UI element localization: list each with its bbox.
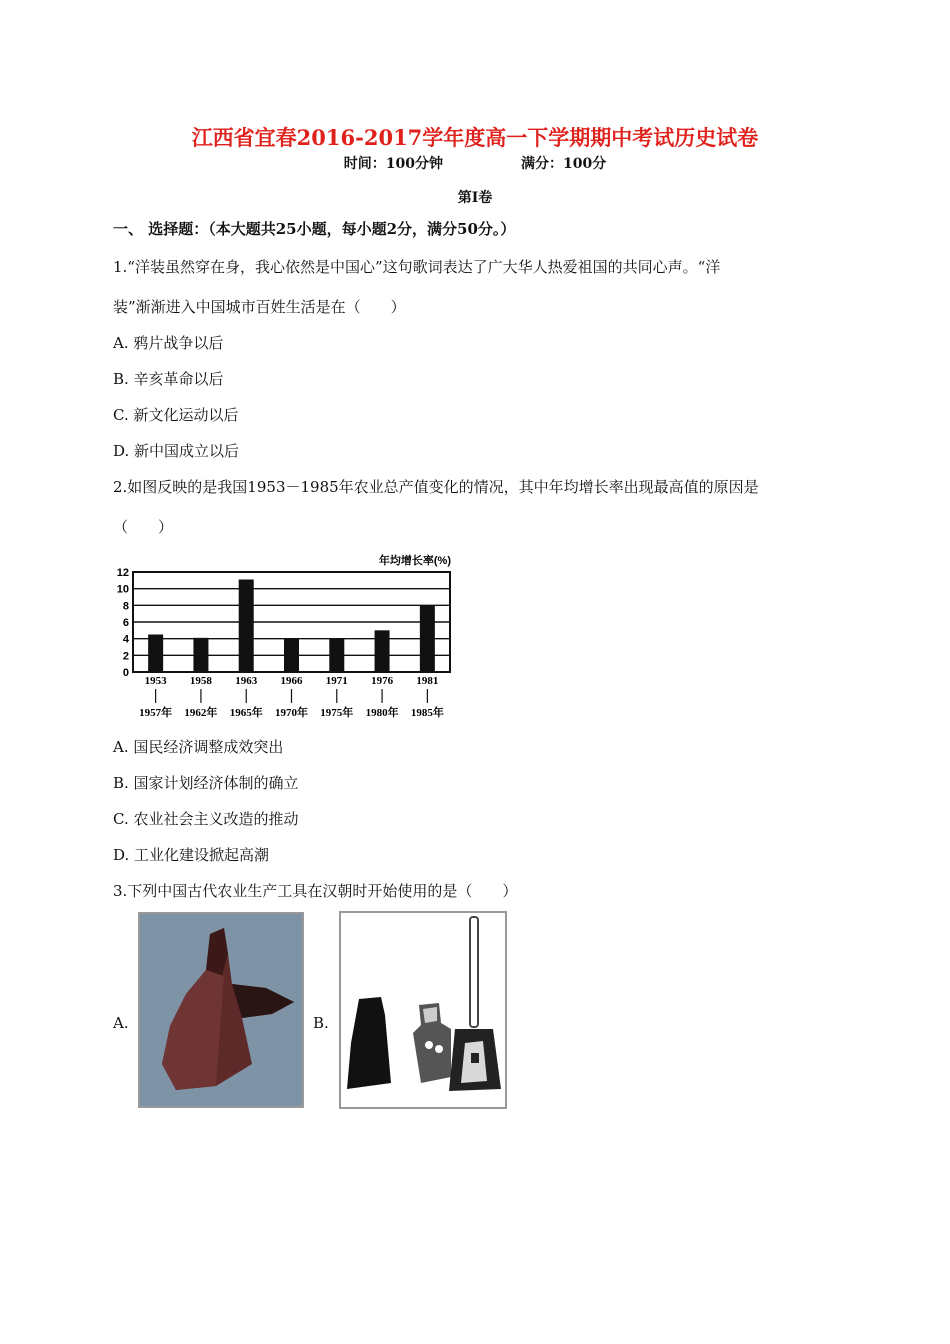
exam-title: 江西省宜春2016-2017学年度高一下学期期中考试历史试卷 (191, 125, 759, 150)
section-heading: 一、 选择题：（本大题共25小题，每小题2分，满分50分。） (113, 220, 516, 238)
q3-option-a-label[interactable]: A. (113, 1014, 129, 1032)
chart-x-labels (139, 675, 444, 719)
bar-1958 (193, 638, 208, 672)
q3-option-a-image[interactable] (138, 912, 304, 1108)
x-end-label: 1975年 (320, 707, 354, 719)
x-end-label: 1985年 (410, 707, 444, 719)
q2-stem-line1: 2.如图反映的是我国1953－1985年农业总产值变化的情况，其中年均增长率出现最高值的原因是 (113, 478, 759, 496)
q3-option-b-label[interactable]: B. (313, 1014, 329, 1032)
chart-title: 年均增长率(%) (378, 555, 451, 567)
x-start-label: 1981 (416, 675, 439, 687)
y-tick-label: 0 (122, 667, 129, 679)
x-start-label: 1976 (371, 675, 394, 687)
x-end-label: 1962年 (184, 707, 218, 719)
x-start-label: 1963 (235, 675, 258, 687)
y-tick-label: 12 (116, 567, 129, 579)
x-end-label: 1970年 (275, 707, 308, 719)
x-start-label: 1966 (280, 675, 303, 687)
y-tick-label: 2 (122, 650, 129, 663)
q1-option-d[interactable]: D. 新中国成立以后 (113, 442, 240, 460)
x-end-label: 1957年 (139, 707, 173, 719)
y-tick-label: 8 (122, 600, 129, 613)
q2-stem-line2: （ ） (113, 518, 174, 536)
part-heading: 第Ⅰ卷 (457, 190, 493, 206)
q1-option-c[interactable]: C. 新文化运动以后 (113, 406, 239, 424)
bar-1966 (284, 639, 299, 672)
chart-y-ticks (117, 567, 130, 679)
bar-1976 (375, 630, 390, 672)
q1-option-b[interactable]: B. 辛亥革命以后 (113, 370, 224, 388)
q1-option-a[interactable]: A. 鸦片战争以后 (113, 334, 224, 352)
y-tick-label: 4 (122, 633, 129, 646)
chart-bars (148, 580, 435, 673)
bar-1963 (239, 580, 254, 673)
q1-stem-line2: 装”渐渐进入中国城市百姓生活是在（ ） (113, 298, 406, 316)
growth-rate-bar-chart (113, 550, 458, 722)
x-start-label: 1953 (144, 675, 167, 687)
q3-option-b-image[interactable] (339, 911, 507, 1109)
exam-info (0, 153, 950, 173)
exam-score: 满分：100分 (521, 156, 607, 172)
q2-option-c[interactable]: C. 农业社会主义改造的推动 (113, 810, 299, 828)
x-end-label: 1980年 (365, 707, 399, 719)
iron-tools-icon (341, 913, 505, 1107)
bar-1953 (148, 635, 163, 673)
y-tick-label: 6 (122, 617, 129, 629)
q2-option-d[interactable]: D. 工业化建设掀起高潮 (113, 846, 270, 864)
y-tick-label: 10 (116, 583, 129, 596)
exam-time: 时间：100分钟 (343, 156, 443, 172)
q1-stem-line1: 1.“洋装虽然穿在身，我心依然是中国心”这句歌词表达了广大华人热爱祖国的共同心声。“洋 (113, 258, 721, 276)
q2-option-a[interactable]: A. 国民经济调整成效突出 (113, 738, 284, 756)
q3-stem: 3.下列中国古代农业生产工具在汉朝时开始使用的是（ ） (113, 882, 518, 900)
x-start-label: 1958 (189, 675, 212, 687)
x-end-label: 1965年 (229, 707, 263, 719)
bar-1981 (420, 605, 435, 672)
iron-plow-icon (140, 914, 302, 1106)
q2-option-b[interactable]: B. 国家计划经济体制的确立 (113, 774, 299, 792)
bar-1971 (329, 639, 344, 672)
x-start-label: 1971 (325, 675, 348, 687)
